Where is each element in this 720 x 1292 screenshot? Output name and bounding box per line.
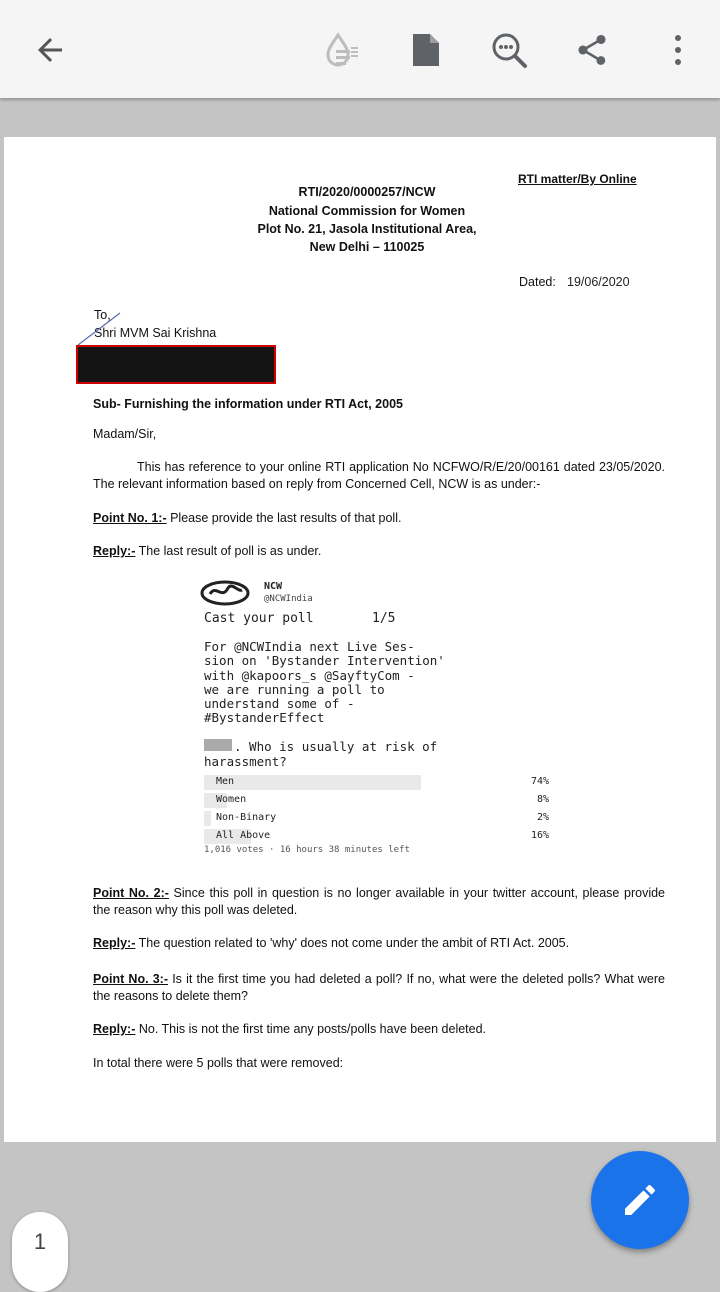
salutation: Madam/Sir, xyxy=(93,427,157,441)
pencil-icon xyxy=(620,1180,660,1220)
poll-option xyxy=(204,793,549,808)
dated-value: 19/06/2020 xyxy=(567,275,630,289)
poll-question: . Who is usually at risk of xyxy=(234,739,438,754)
reply-3-text: No. This is not the first time any posts/polls have been deleted. xyxy=(135,1022,487,1036)
reply-3-label: Reply:- xyxy=(93,1022,136,1036)
poll-question-line-2: harassment? xyxy=(204,754,287,769)
redacted-address xyxy=(76,345,276,384)
dated-label: Dated: xyxy=(519,275,556,289)
share-button[interactable] xyxy=(566,24,618,76)
poll-option xyxy=(204,811,549,826)
tweet-line-1-count: 1/5 xyxy=(372,611,396,626)
subject-line: Sub- Furnishing the information under RTI Act, 2005 xyxy=(93,397,403,411)
tweet-body-line: we are running a poll to xyxy=(204,681,385,697)
point-1-label: Point No. 1:- xyxy=(93,511,167,525)
poll-option-label: Women xyxy=(216,794,247,805)
back-button[interactable] xyxy=(24,24,76,76)
tweet-body xyxy=(204,640,445,726)
tweet-line-1: Cast your poll xyxy=(204,611,314,626)
point-3-label: Point No. 3:- xyxy=(93,972,169,986)
tweet-body-line: with @kapoors_s @SayftyCom - xyxy=(204,667,415,683)
point-2 xyxy=(93,885,665,919)
poll-option-percent: 74% xyxy=(530,776,549,787)
tweet-handle: @NCWIndia xyxy=(264,594,313,604)
poll-footer: 1,016 votes · 16 hours 38 minutes left xyxy=(204,845,410,855)
tweet-body-line: #BystanderEffect xyxy=(204,710,325,726)
point-1-text: Please provide the last results of that poll. xyxy=(166,511,402,525)
poll-option-bar xyxy=(204,811,211,826)
point-3 xyxy=(93,971,665,1005)
poll-option-label: Non-Binary xyxy=(216,812,277,823)
reply-2-label: Reply:- xyxy=(93,936,136,950)
document-icon xyxy=(411,32,441,68)
point-2-text: Since this poll in question is no longer available in your twitter account, please provide the reason why this poll was deleted. xyxy=(93,886,665,917)
poll-options xyxy=(204,775,549,850)
ink-drop-button[interactable] xyxy=(314,24,366,76)
recipient-name: Shri MVM Sai Krishna xyxy=(94,326,217,340)
page-indicator[interactable] xyxy=(12,1212,68,1292)
search-zoom-icon xyxy=(490,31,528,69)
reply-1-label: Reply:- xyxy=(93,544,136,558)
closing-line: In total there were 5 polls that were removed: xyxy=(93,1056,344,1070)
edit-fab[interactable] xyxy=(591,1151,689,1249)
header-ref: RTI/2020/0000257/NCW xyxy=(298,185,436,199)
tweet-body-line: understand some of - xyxy=(204,696,355,712)
tweet-author-name: NCW xyxy=(264,581,283,592)
share-icon xyxy=(574,32,610,68)
ncw-logo-icon xyxy=(200,580,250,606)
top-app-bar xyxy=(0,0,720,98)
reply-2-text: The question related to 'why' does not come under the ambit of RTI Act. 2005. xyxy=(135,936,570,950)
search-button[interactable] xyxy=(483,24,535,76)
ink-drop-icon xyxy=(320,30,360,70)
emoji-icon xyxy=(204,739,232,751)
reply-2 xyxy=(93,935,665,952)
header-city: New Delhi – 110025 xyxy=(309,240,425,254)
reply-3 xyxy=(93,1021,665,1038)
more-vertical-icon xyxy=(672,32,684,68)
header-org: National Commission for Women xyxy=(268,204,466,218)
rti-matter-label: RTI matter/By Online xyxy=(518,172,637,186)
poll-option-label: Men xyxy=(216,776,235,787)
pen-stroke-mark xyxy=(74,309,124,349)
intro-paragraph: This has reference to your online RTI application No NCFWO/R/E/20/00161 dated 23/05/2020. The relevant information based on reply from Concerned Cell, NCW is as under:- xyxy=(93,460,665,491)
document-page[interactable] xyxy=(4,137,716,1142)
poll-option-percent: 8% xyxy=(536,794,549,805)
point-2-label: Point No. 2:- xyxy=(93,886,169,900)
document-button[interactable] xyxy=(400,24,452,76)
poll-option xyxy=(204,775,549,790)
to-label: To, xyxy=(94,308,111,322)
poll-option-bar xyxy=(204,775,421,790)
point-3-text: Is it the first time you had deleted a poll? If no, what were the deleted polls? What were the reasons to delete them? xyxy=(93,972,665,1003)
tweet-body-line: sion on 'Bystander Intervention' xyxy=(204,653,445,669)
tweet-body-line: For @NCWIndia next Live Ses- xyxy=(204,639,415,654)
poll-option xyxy=(204,829,549,844)
poll-option-percent: 16% xyxy=(530,830,549,841)
reply-1-text: The last result of poll is as under. xyxy=(135,544,322,558)
header-address: Plot No. 21, Jasola Institutional Area, xyxy=(257,222,477,236)
point-1 xyxy=(93,510,665,527)
arrow-left-icon xyxy=(32,32,68,68)
poll-option-label: All Above xyxy=(216,830,271,841)
more-options-button[interactable] xyxy=(652,24,704,76)
page-number: 1 xyxy=(33,1229,47,1254)
poll-option-percent: 2% xyxy=(536,812,549,823)
reply-1 xyxy=(93,543,665,560)
